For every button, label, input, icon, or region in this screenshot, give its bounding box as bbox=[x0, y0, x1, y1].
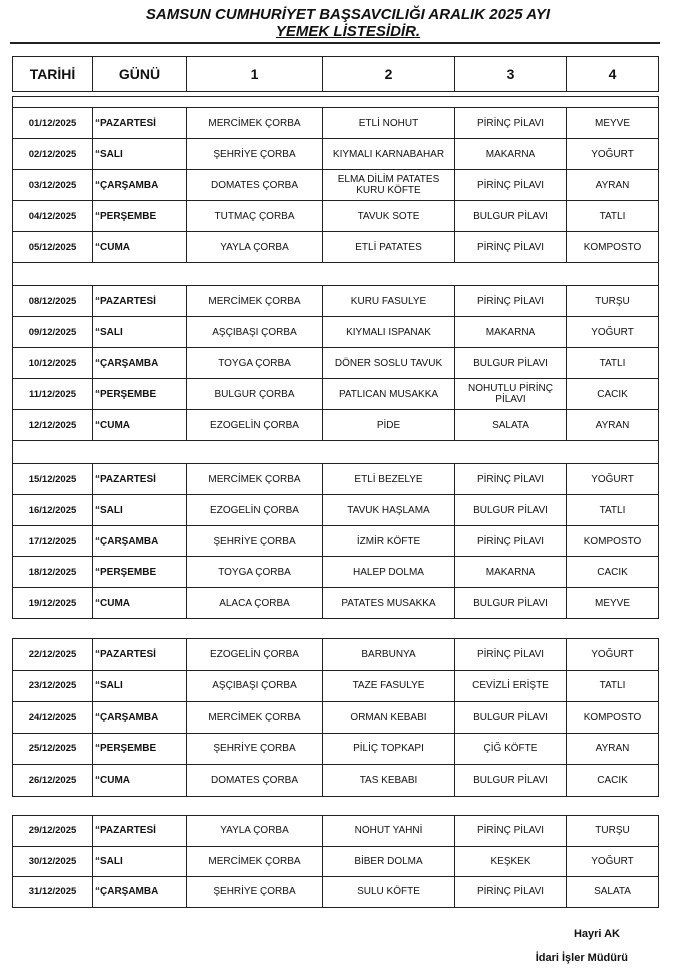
day-cell: “CUMA bbox=[93, 232, 187, 263]
table-row bbox=[13, 317, 659, 348]
day-cell: “PAZARTESİ bbox=[93, 639, 187, 671]
dish-2-cell: PATLICAN MUSAKKA bbox=[323, 379, 455, 410]
day-cell: “PAZARTESİ bbox=[93, 108, 187, 139]
header-col-1: 1 bbox=[187, 57, 323, 92]
dish-4-cell: AYRAN bbox=[567, 410, 659, 441]
dish-1-cell: EZOGELİN ÇORBA bbox=[187, 410, 323, 441]
date-cell: 19/12/2025 bbox=[13, 588, 93, 619]
dish-1-cell: MERCİMEK ÇORBA bbox=[187, 846, 323, 877]
table-row bbox=[13, 526, 659, 557]
date-cell: 30/12/2025 bbox=[13, 846, 93, 877]
day-cell: “PERŞEMBE bbox=[93, 379, 187, 410]
table-row bbox=[13, 348, 659, 379]
dish-3-cell: PİRİNÇ PİLAVI bbox=[455, 639, 567, 671]
dish-3-cell: KEŞKEK bbox=[455, 846, 567, 877]
dish-1-cell: EZOGELİN ÇORBA bbox=[187, 639, 323, 671]
dish-2-cell: ETLİ NOHUT bbox=[323, 108, 455, 139]
date-cell: 23/12/2025 bbox=[13, 670, 93, 702]
dish-2-cell: TAVUK HAŞLAMA bbox=[323, 495, 455, 526]
date-cell: 25/12/2025 bbox=[13, 733, 93, 765]
header-day: GÜNÜ bbox=[93, 57, 187, 92]
dish-4-cell: KOMPOSTO bbox=[567, 702, 659, 734]
dish-3-cell: PİRİNÇ PİLAVI bbox=[455, 526, 567, 557]
dish-4-cell: TATLI bbox=[567, 348, 659, 379]
dish-1-cell: ŞEHRİYE ÇORBA bbox=[187, 139, 323, 170]
dish-4-cell: KOMPOSTO bbox=[567, 526, 659, 557]
dish-1-cell: TOYGA ÇORBA bbox=[187, 348, 323, 379]
dish-4-cell: YOĞURT bbox=[567, 464, 659, 495]
date-cell: 11/12/2025 bbox=[13, 379, 93, 410]
day-cell: “SALI bbox=[93, 139, 187, 170]
dish-4-cell: TATLI bbox=[567, 201, 659, 232]
dish-4-cell: AYRAN bbox=[567, 170, 659, 201]
table-row bbox=[13, 464, 659, 495]
header-date: TARİHİ bbox=[13, 57, 93, 92]
day-cell: “PAZARTESİ bbox=[93, 286, 187, 317]
dish-1-cell: ŞEHRİYE ÇORBA bbox=[187, 526, 323, 557]
dish-1-cell: MERCİMEK ÇORBA bbox=[187, 286, 323, 317]
dish-1-cell: MERCİMEK ÇORBA bbox=[187, 464, 323, 495]
dish-2-cell: DÖNER SOSLU TAVUK bbox=[323, 348, 455, 379]
divider bbox=[10, 42, 660, 44]
dish-3-cell: PİRİNÇ PİLAVI bbox=[455, 232, 567, 263]
dish-2-cell: TAVUK SOTE bbox=[323, 201, 455, 232]
dish-2-cell: NOHUT YAHNİ bbox=[323, 816, 455, 847]
day-cell: “CUMA bbox=[93, 765, 187, 797]
table-row bbox=[13, 286, 659, 317]
header-table bbox=[12, 56, 659, 92]
dish-2-cell: BARBUNYA bbox=[323, 639, 455, 671]
dish-1-cell: AŞÇIBAŞI ÇORBA bbox=[187, 670, 323, 702]
dish-2-cell: KIYMALI KARNABAHAR bbox=[323, 139, 455, 170]
dish-3-cell: NOHUTLU PİRİNÇ PİLAVI bbox=[455, 379, 567, 410]
dish-4-cell: TURŞU bbox=[567, 816, 659, 847]
dish-1-cell: DOMATES ÇORBA bbox=[187, 765, 323, 797]
dish-3-cell: PİRİNÇ PİLAVI bbox=[455, 464, 567, 495]
dish-4-cell: CACIK bbox=[567, 379, 659, 410]
date-cell: 31/12/2025 bbox=[13, 877, 93, 908]
date-cell: 09/12/2025 bbox=[13, 317, 93, 348]
dish-2-cell: ETLİ BEZELYE bbox=[323, 464, 455, 495]
dish-1-cell: MERCİMEK ÇORBA bbox=[187, 702, 323, 734]
date-cell: 15/12/2025 bbox=[13, 464, 93, 495]
date-cell: 29/12/2025 bbox=[13, 816, 93, 847]
dish-4-cell: MEYVE bbox=[567, 588, 659, 619]
date-cell: 18/12/2025 bbox=[13, 557, 93, 588]
table-row bbox=[13, 108, 659, 139]
date-cell: 16/12/2025 bbox=[13, 495, 93, 526]
dish-3-cell: MAKARNA bbox=[455, 557, 567, 588]
day-cell: “SALI bbox=[93, 846, 187, 877]
day-cell: “PAZARTESİ bbox=[93, 816, 187, 847]
dish-4-cell: MEYVE bbox=[567, 108, 659, 139]
table-row bbox=[13, 877, 659, 908]
dish-4-cell: CACIK bbox=[567, 765, 659, 797]
dish-3-cell: PİRİNÇ PİLAVI bbox=[455, 816, 567, 847]
dish-1-cell: TOYGA ÇORBA bbox=[187, 557, 323, 588]
date-cell: 01/12/2025 bbox=[13, 108, 93, 139]
dish-2-cell: PATATES MUSAKKA bbox=[323, 588, 455, 619]
date-cell: 26/12/2025 bbox=[13, 765, 93, 797]
day-cell: “SALI bbox=[93, 495, 187, 526]
day-cell: “PERŞEMBE bbox=[93, 733, 187, 765]
date-cell: 24/12/2025 bbox=[13, 702, 93, 734]
dish-1-cell: EZOGELİN ÇORBA bbox=[187, 495, 323, 526]
dish-4-cell: KOMPOSTO bbox=[567, 232, 659, 263]
header-col-3: 3 bbox=[455, 57, 567, 92]
dish-3-cell: BULGUR PİLAVI bbox=[455, 495, 567, 526]
menu-table-3 bbox=[12, 815, 659, 908]
dish-4-cell: AYRAN bbox=[567, 733, 659, 765]
table-row bbox=[13, 139, 659, 170]
dish-1-cell: ALACA ÇORBA bbox=[187, 588, 323, 619]
table-row bbox=[13, 495, 659, 526]
day-cell: “ÇARŞAMBA bbox=[93, 526, 187, 557]
dish-1-cell: MERCİMEK ÇORBA bbox=[187, 108, 323, 139]
table-row bbox=[13, 232, 659, 263]
menu-table-1 bbox=[12, 96, 659, 619]
dish-4-cell: TATLI bbox=[567, 495, 659, 526]
date-cell: 02/12/2025 bbox=[13, 139, 93, 170]
dish-1-cell: ŞEHRİYE ÇORBA bbox=[187, 877, 323, 908]
date-cell: 03/12/2025 bbox=[13, 170, 93, 201]
dish-4-cell: YOĞURT bbox=[567, 139, 659, 170]
dish-2-cell: BİBER DOLMA bbox=[323, 846, 455, 877]
dish-2-cell: İZMİR KÖFTE bbox=[323, 526, 455, 557]
table-row bbox=[13, 201, 659, 232]
dish-3-cell: PİRİNÇ PİLAVI bbox=[455, 170, 567, 201]
dish-4-cell: YOĞURT bbox=[567, 317, 659, 348]
day-cell: “ÇARŞAMBA bbox=[93, 348, 187, 379]
dish-2-cell: ORMAN KEBABI bbox=[323, 702, 455, 734]
spacer-row bbox=[13, 441, 659, 464]
date-cell: 04/12/2025 bbox=[13, 201, 93, 232]
date-cell: 08/12/2025 bbox=[13, 286, 93, 317]
dish-3-cell: BULGUR PİLAVI bbox=[455, 588, 567, 619]
dish-3-cell: ÇİĞ KÖFTE bbox=[455, 733, 567, 765]
table-row bbox=[13, 410, 659, 441]
dish-2-cell: TAZE FASULYE bbox=[323, 670, 455, 702]
header-col-4: 4 bbox=[567, 57, 659, 92]
dish-1-cell: BULGUR ÇORBA bbox=[187, 379, 323, 410]
day-cell: “PERŞEMBE bbox=[93, 201, 187, 232]
table-row bbox=[13, 588, 659, 619]
date-cell: 22/12/2025 bbox=[13, 639, 93, 671]
dish-2-cell: SULU KÖFTE bbox=[323, 877, 455, 908]
document-title: SAMSUN CUMHURİYET BAŞSAVCILIĞI ARALIK 2025 AYI bbox=[145, 6, 551, 23]
menu-table-2 bbox=[12, 638, 659, 797]
dish-1-cell: AŞÇIBAŞI ÇORBA bbox=[187, 317, 323, 348]
table-row bbox=[13, 816, 659, 847]
day-cell: “PERŞEMBE bbox=[93, 557, 187, 588]
table-row bbox=[13, 379, 659, 410]
dish-2-cell: PİDE bbox=[323, 410, 455, 441]
date-cell: 10/12/2025 bbox=[13, 348, 93, 379]
dish-4-cell: YOĞURT bbox=[567, 639, 659, 671]
dish-2-cell: ELMA DİLİM PATATES KURU KÖFTE bbox=[323, 170, 455, 201]
dish-1-cell: YAYLA ÇORBA bbox=[187, 232, 323, 263]
table-row bbox=[13, 170, 659, 201]
spacer-row bbox=[13, 263, 659, 286]
header-col-2: 2 bbox=[323, 57, 455, 92]
dish-2-cell: TAS KEBABI bbox=[323, 765, 455, 797]
dish-1-cell: YAYLA ÇORBA bbox=[187, 816, 323, 847]
dish-1-cell: ŞEHRİYE ÇORBA bbox=[187, 733, 323, 765]
day-cell: “PAZARTESİ bbox=[93, 464, 187, 495]
table-row bbox=[13, 639, 659, 671]
dish-2-cell: ETLİ PATATES bbox=[323, 232, 455, 263]
dish-1-cell: DOMATES ÇORBA bbox=[187, 170, 323, 201]
dish-4-cell: YOĞURT bbox=[567, 846, 659, 877]
table-row bbox=[13, 557, 659, 588]
table-row bbox=[13, 733, 659, 765]
date-cell: 17/12/2025 bbox=[13, 526, 93, 557]
dish-2-cell: KURU FASULYE bbox=[323, 286, 455, 317]
signature-name: Hayri AK bbox=[573, 928, 620, 940]
dish-4-cell: TATLI bbox=[567, 670, 659, 702]
dish-3-cell: CEVİZLİ ERİŞTE bbox=[455, 670, 567, 702]
dish-2-cell: HALEP DOLMA bbox=[323, 557, 455, 588]
dish-3-cell: SALATA bbox=[455, 410, 567, 441]
spacer-row bbox=[13, 97, 659, 108]
dish-1-cell: TUTMAÇ ÇORBA bbox=[187, 201, 323, 232]
day-cell: “CUMA bbox=[93, 410, 187, 441]
day-cell: “SALI bbox=[93, 317, 187, 348]
day-cell: “ÇARŞAMBA bbox=[93, 170, 187, 201]
dish-4-cell: SALATA bbox=[567, 877, 659, 908]
table-row bbox=[13, 846, 659, 877]
day-cell: “ÇARŞAMBA bbox=[93, 877, 187, 908]
dish-3-cell: BULGUR PİLAVI bbox=[455, 348, 567, 379]
dish-4-cell: CACIK bbox=[567, 557, 659, 588]
dish-2-cell: PİLİÇ TOPKAPI bbox=[323, 733, 455, 765]
dish-3-cell: MAKARNA bbox=[455, 139, 567, 170]
dish-2-cell: KIYMALI ISPANAK bbox=[323, 317, 455, 348]
day-cell: “ÇARŞAMBA bbox=[93, 702, 187, 734]
dish-3-cell: PİRİNÇ PİLAVI bbox=[455, 877, 567, 908]
date-cell: 05/12/2025 bbox=[13, 232, 93, 263]
dish-3-cell: BULGUR PİLAVI bbox=[455, 702, 567, 734]
table-row bbox=[13, 670, 659, 702]
dish-4-cell: TURŞU bbox=[567, 286, 659, 317]
signature-title: İdari İşler Müdürü bbox=[535, 952, 628, 964]
day-cell: “SALI bbox=[93, 670, 187, 702]
document-subtitle: YEMEK LİSTESİDİR. bbox=[275, 23, 421, 40]
dish-3-cell: BULGUR PİLAVI bbox=[455, 765, 567, 797]
day-cell: “CUMA bbox=[93, 588, 187, 619]
dish-3-cell: PİRİNÇ PİLAVI bbox=[455, 108, 567, 139]
dish-3-cell: MAKARNA bbox=[455, 317, 567, 348]
dish-3-cell: BULGUR PİLAVI bbox=[455, 201, 567, 232]
date-cell: 12/12/2025 bbox=[13, 410, 93, 441]
table-row bbox=[13, 765, 659, 797]
table-row bbox=[13, 702, 659, 734]
dish-3-cell: PİRİNÇ PİLAVI bbox=[455, 286, 567, 317]
